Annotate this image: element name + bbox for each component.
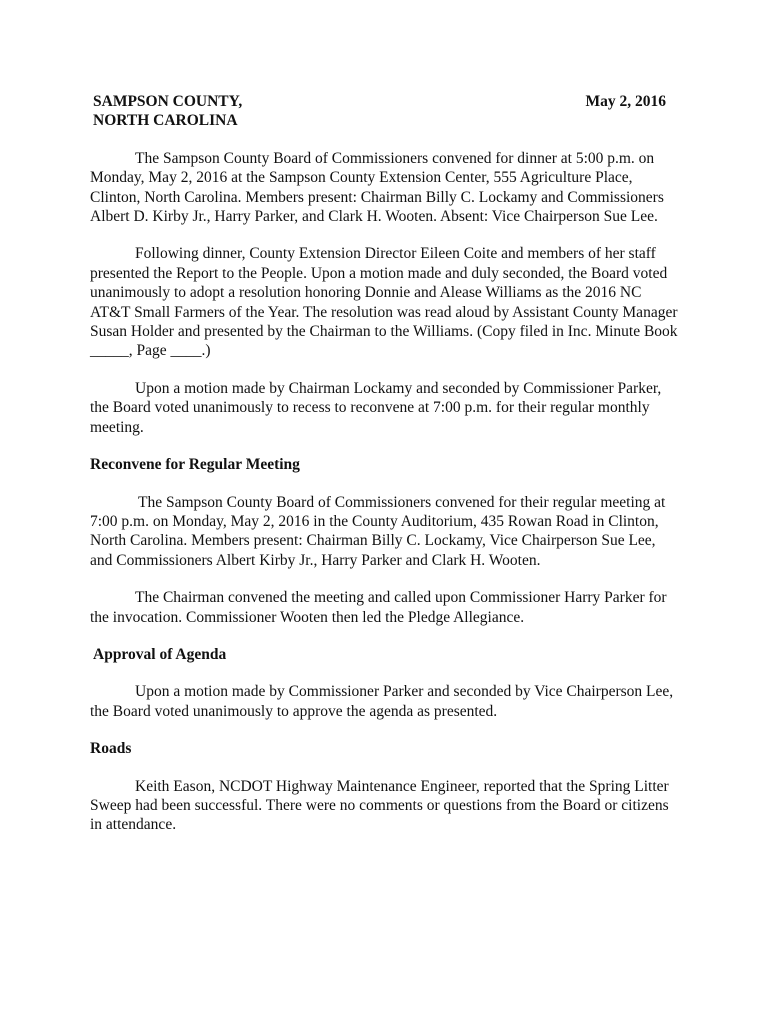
- section-heading-roads: Roads: [90, 740, 132, 758]
- county-block: [93, 92, 242, 131]
- paragraph-invocation: The Chairman convened the meeting and called upon Commissioner Harry Parker for the invocation. Commissioner Wooten then led the Pledge Allegiance.: [90, 589, 667, 626]
- county-line-2: NORTH CAROLINA: [93, 112, 238, 130]
- paragraph-roads-report: Keith Eason, NCDOT Highway Maintenance Engineer, reported that the Spring Litter Sweep had been successful. There were no comments or questions from the Board or citizens in attendance.: [90, 777, 669, 834]
- meeting-date: May 2, 2016: [585, 93, 666, 110]
- paragraph-report-resolution: Following dinner, County Extension Director Eileen Coite and members of her staff presented the Report to the People. Upon a motion made and duly seconded, the Board voted unanimously to adopt a resolution honoring Donnie and Alease Williams as the 2016 NC AT&T Small Farmers of the Year. The resolution was read aloud by Assistant County Manager Susan Holder and presented by the Chairman to the Williams. (Copy filed in Inc. Minute Book _____, Page ____.): [90, 245, 678, 360]
- paragraph-dinner-meeting: The Sampson County Board of Commissioners convened for dinner at 5:00 p.m. on Monday, May 2, 2016 at the Sampson County Extension Center, 555 Agriculture Place, Clinton, North Carolina. Members present: Chairman Billy C. Lockamy and Commissioners Albert D. Kirby Jr., Harry Parker, and Clark H. Wooten. Absent: Vice Chairperson Sue Lee.: [90, 149, 664, 226]
- paragraph-recess-motion: Upon a motion made by Chairman Lockamy and seconded by Commissioner Parker, the Board voted unanimously to recess to reconvene at 7:00 p.m. for their regular monthly meeting.: [90, 379, 662, 436]
- section-heading-approval-agenda: Approval of Agenda: [93, 645, 227, 663]
- document-header: [90, 92, 680, 131]
- section-heading-reconvene: Reconvene for Regular Meeting: [90, 456, 300, 474]
- paragraph-regular-meeting: The Sampson County Board of Commissioners convened for their regular meeting at 7:00 p.m. on Monday, May 2, 2016 in the County Auditorium, 435 Rowan Road in Clinton, North Carolina. Members present: Chairman Billy C. Lockamy, Vice Chairperson Sue Lee, and Commissioners Albert Kirby Jr., Harry Parker and Clark H. Wooten.: [90, 493, 666, 569]
- paragraph-agenda-motion: Upon a motion made by Commissioner Parker and seconded by Vice Chairperson Lee, the Board voted unanimously to approve the agenda as presented.: [90, 683, 674, 720]
- county-line-1: SAMPSON COUNTY,: [93, 93, 243, 110]
- document-page: [90, 92, 680, 853]
